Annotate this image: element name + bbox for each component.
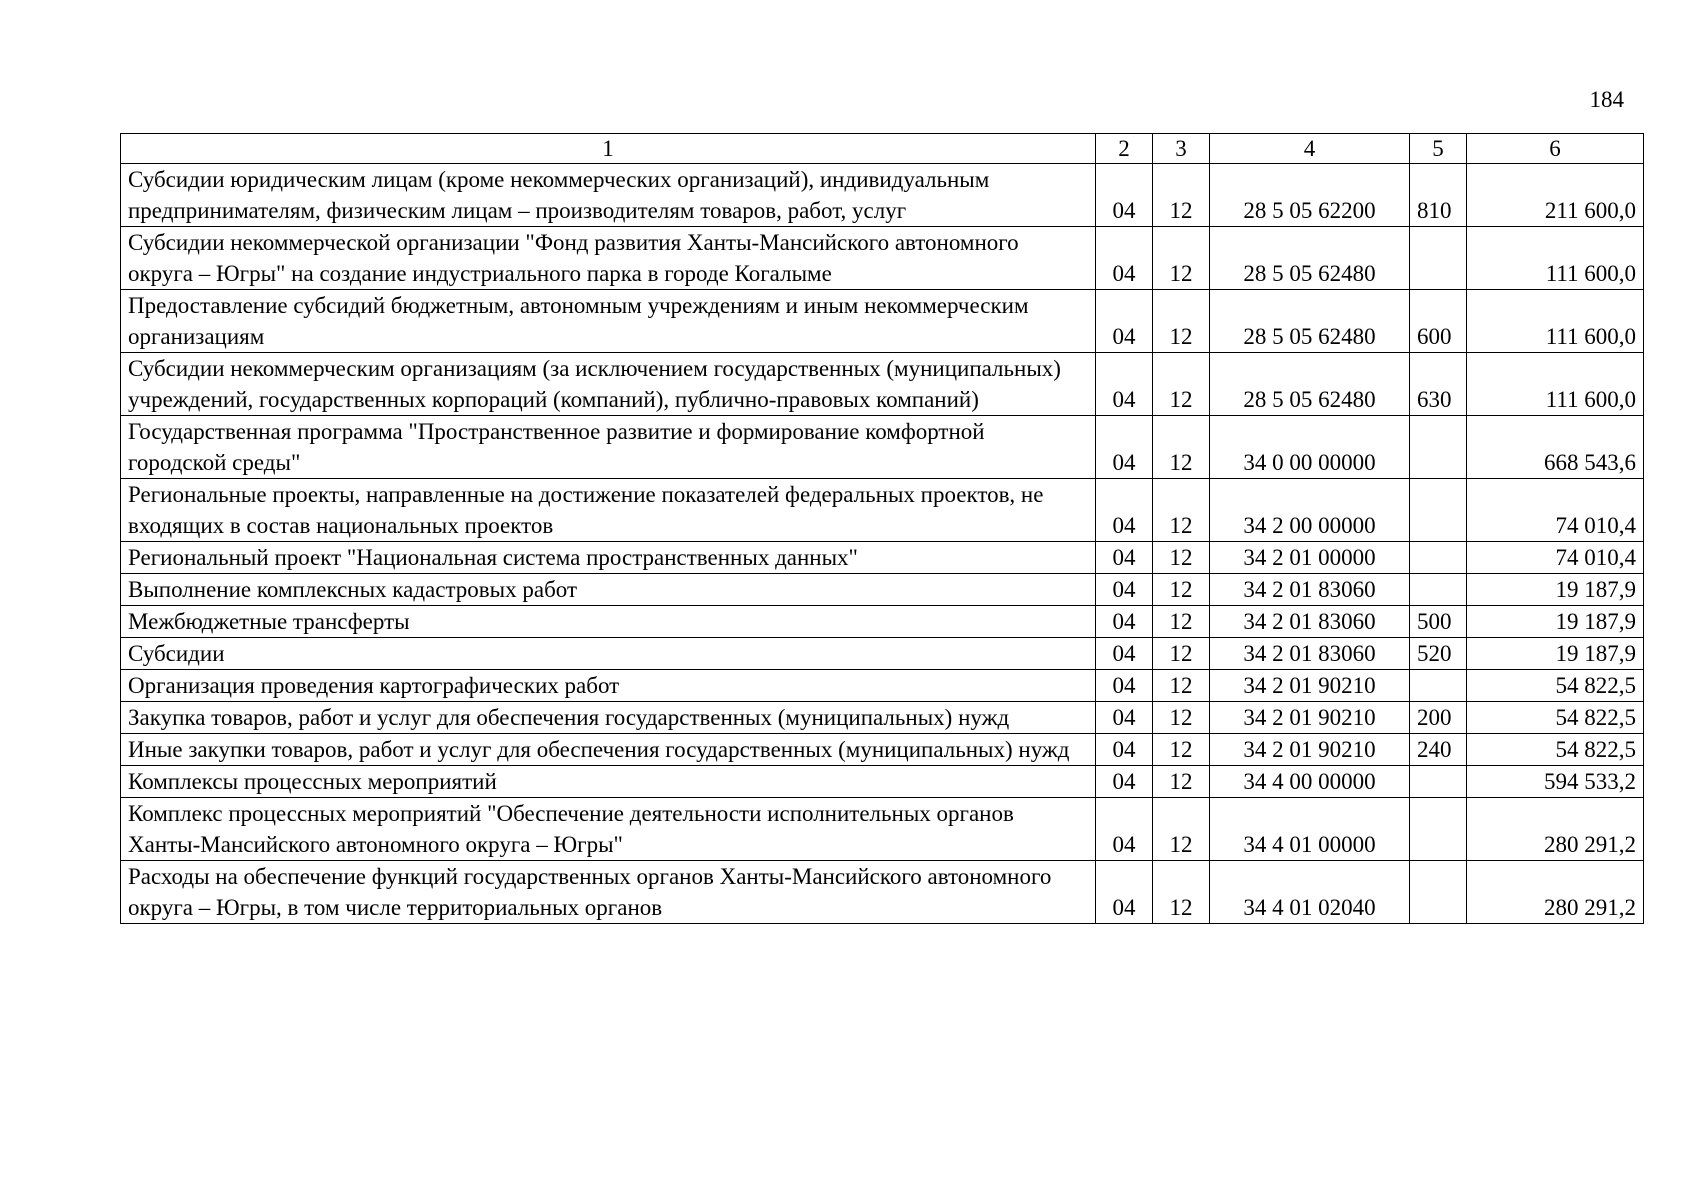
table-row bbox=[121, 702, 1644, 734]
table-row bbox=[121, 227, 1644, 290]
row-subsection-cell: 12 bbox=[1153, 606, 1210, 638]
row-name-cell: Предоставление субсидий бюджетным, автономным учреждениям и иным некоммерческим организациям bbox=[121, 290, 1096, 353]
row-code-cell: 34 2 01 90210 bbox=[1210, 702, 1410, 734]
row-amount-cell: 74 010,4 bbox=[1467, 479, 1644, 542]
row-type-cell: 200 bbox=[1410, 702, 1467, 734]
row-section-cell: 04 bbox=[1096, 353, 1153, 416]
table-row bbox=[121, 574, 1644, 606]
row-amount-cell: 111 600,0 bbox=[1467, 353, 1644, 416]
header-cell-4: 4 bbox=[1210, 134, 1410, 164]
row-section-cell: 04 bbox=[1096, 542, 1153, 574]
row-name-cell: Региональный проект "Национальная система пространственных данных" bbox=[121, 542, 1096, 574]
row-type-cell bbox=[1410, 766, 1467, 798]
row-amount-cell: 280 291,2 bbox=[1467, 861, 1644, 924]
row-amount-cell: 19 187,9 bbox=[1467, 606, 1644, 638]
row-type-cell bbox=[1410, 670, 1467, 702]
row-subsection-cell: 12 bbox=[1153, 164, 1210, 227]
row-subsection-cell: 12 bbox=[1153, 734, 1210, 766]
row-subsection-cell: 12 bbox=[1153, 798, 1210, 861]
row-amount-cell: 594 533,2 bbox=[1467, 766, 1644, 798]
table-row bbox=[121, 798, 1644, 861]
row-section-cell: 04 bbox=[1096, 574, 1153, 606]
table-row bbox=[121, 290, 1644, 353]
row-code-cell: 34 2 01 83060 bbox=[1210, 574, 1410, 606]
row-section-cell: 04 bbox=[1096, 164, 1153, 227]
row-type-cell bbox=[1410, 861, 1467, 924]
row-amount-cell: 668 543,6 bbox=[1467, 416, 1644, 479]
page-number: 184 bbox=[1589, 87, 1624, 112]
header-row bbox=[121, 134, 1644, 164]
row-section-cell: 04 bbox=[1096, 479, 1153, 542]
row-subsection-cell: 12 bbox=[1153, 290, 1210, 353]
table-row bbox=[121, 416, 1644, 479]
row-section-cell: 04 bbox=[1096, 638, 1153, 670]
row-name-cell: Закупка товаров, работ и услуг для обеспечения государственных (муниципальных) нужд bbox=[121, 702, 1096, 734]
row-subsection-cell: 12 bbox=[1153, 861, 1210, 924]
header-cell-3: 3 bbox=[1153, 134, 1210, 164]
table-body bbox=[121, 164, 1644, 924]
table-row bbox=[121, 861, 1644, 924]
row-code-cell: 34 2 01 90210 bbox=[1210, 670, 1410, 702]
row-type-cell bbox=[1410, 798, 1467, 861]
row-name-cell: Государственная программа "Пространственное развитие и формирование комфортной городской среды" bbox=[121, 416, 1096, 479]
row-code-cell: 34 0 00 00000 bbox=[1210, 416, 1410, 479]
row-name-cell: Комплекс процессных мероприятий "Обеспечение деятельности исполнительных органов Ханты-Мансийского автономного округа – Югры" bbox=[121, 798, 1096, 861]
header-cell-6: 6 bbox=[1467, 134, 1644, 164]
row-code-cell: 28 5 05 62480 bbox=[1210, 227, 1410, 290]
row-type-cell: 600 bbox=[1410, 290, 1467, 353]
row-type-cell bbox=[1410, 416, 1467, 479]
row-code-cell: 34 2 00 00000 bbox=[1210, 479, 1410, 542]
row-subsection-cell: 12 bbox=[1153, 227, 1210, 290]
row-code-cell: 34 2 01 83060 bbox=[1210, 638, 1410, 670]
header-cell-2: 2 bbox=[1096, 134, 1153, 164]
row-name-cell: Организация проведения картографических работ bbox=[121, 670, 1096, 702]
row-amount-cell: 111 600,0 bbox=[1467, 227, 1644, 290]
row-type-cell: 810 bbox=[1410, 164, 1467, 227]
row-code-cell: 34 2 01 83060 bbox=[1210, 606, 1410, 638]
row-amount-cell: 19 187,9 bbox=[1467, 638, 1644, 670]
row-subsection-cell: 12 bbox=[1153, 670, 1210, 702]
row-amount-cell: 280 291,2 bbox=[1467, 798, 1644, 861]
row-type-cell bbox=[1410, 227, 1467, 290]
row-name-cell: Комплексы процессных мероприятий bbox=[121, 766, 1096, 798]
row-code-cell: 34 4 00 00000 bbox=[1210, 766, 1410, 798]
row-section-cell: 04 bbox=[1096, 734, 1153, 766]
row-name-cell: Субсидии некоммерческой организации "Фонд развития Ханты-Мансийского автономного округа – Югры" на создание индустриального парка в городе Когалыме bbox=[121, 227, 1096, 290]
row-subsection-cell: 12 bbox=[1153, 766, 1210, 798]
row-code-cell: 34 4 01 02040 bbox=[1210, 861, 1410, 924]
table-row bbox=[121, 542, 1644, 574]
row-name-cell: Иные закупки товаров, работ и услуг для обеспечения государственных (муниципальных) нужд bbox=[121, 734, 1096, 766]
row-name-cell: Выполнение комплексных кадастровых работ bbox=[121, 574, 1096, 606]
row-type-cell bbox=[1410, 479, 1467, 542]
row-type-cell: 520 bbox=[1410, 638, 1467, 670]
row-amount-cell: 111 600,0 bbox=[1467, 290, 1644, 353]
row-subsection-cell: 12 bbox=[1153, 416, 1210, 479]
row-code-cell: 34 2 01 00000 bbox=[1210, 542, 1410, 574]
row-section-cell: 04 bbox=[1096, 798, 1153, 861]
row-subsection-cell: 12 bbox=[1153, 353, 1210, 416]
row-subsection-cell: 12 bbox=[1153, 542, 1210, 574]
row-subsection-cell: 12 bbox=[1153, 479, 1210, 542]
header-cell-5: 5 bbox=[1410, 134, 1467, 164]
row-section-cell: 04 bbox=[1096, 290, 1153, 353]
row-subsection-cell: 12 bbox=[1153, 574, 1210, 606]
row-type-cell bbox=[1410, 574, 1467, 606]
row-subsection-cell: 12 bbox=[1153, 702, 1210, 734]
row-section-cell: 04 bbox=[1096, 416, 1153, 479]
row-type-cell: 240 bbox=[1410, 734, 1467, 766]
table-row bbox=[121, 353, 1644, 416]
row-amount-cell: 211 600,0 bbox=[1467, 164, 1644, 227]
table-row bbox=[121, 164, 1644, 227]
row-name-cell: Расходы на обеспечение функций государственных органов Ханты-Мансийского автономного округа – Югры, в том числе территориальных органов bbox=[121, 861, 1096, 924]
row-code-cell: 28 5 05 62200 bbox=[1210, 164, 1410, 227]
table-row bbox=[121, 479, 1644, 542]
budget-table bbox=[120, 133, 1644, 924]
row-amount-cell: 54 822,5 bbox=[1467, 734, 1644, 766]
header-cell-1: 1 bbox=[121, 134, 1096, 164]
table-row bbox=[121, 734, 1644, 766]
row-code-cell: 34 4 01 00000 bbox=[1210, 798, 1410, 861]
row-amount-cell: 74 010,4 bbox=[1467, 542, 1644, 574]
row-name-cell: Региональные проекты, направленные на достижение показателей федеральных проектов, не входящих в состав национальных проектов bbox=[121, 479, 1096, 542]
row-type-cell: 630 bbox=[1410, 353, 1467, 416]
row-type-cell: 500 bbox=[1410, 606, 1467, 638]
row-name-cell: Межбюджетные трансферты bbox=[121, 606, 1096, 638]
table-row bbox=[121, 766, 1644, 798]
row-section-cell: 04 bbox=[1096, 670, 1153, 702]
row-code-cell: 34 2 01 90210 bbox=[1210, 734, 1410, 766]
row-code-cell: 28 5 05 62480 bbox=[1210, 353, 1410, 416]
table-row bbox=[121, 606, 1644, 638]
row-section-cell: 04 bbox=[1096, 606, 1153, 638]
row-subsection-cell: 12 bbox=[1153, 638, 1210, 670]
row-type-cell bbox=[1410, 542, 1467, 574]
row-amount-cell: 19 187,9 bbox=[1467, 574, 1644, 606]
row-section-cell: 04 bbox=[1096, 227, 1153, 290]
row-code-cell: 28 5 05 62480 bbox=[1210, 290, 1410, 353]
row-section-cell: 04 bbox=[1096, 861, 1153, 924]
row-name-cell: Субсидии юридическим лицам (кроме некоммерческих организаций), индивидуальным предпринимателям, физическим лицам – производителям товаров, работ, услуг bbox=[121, 164, 1096, 227]
row-amount-cell: 54 822,5 bbox=[1467, 702, 1644, 734]
table-row bbox=[121, 638, 1644, 670]
row-name-cell: Субсидии некоммерческим организациям (за исключением государственных (муниципальных) учреждений, государственных корпораций (компаний), публично-правовых компаний) bbox=[121, 353, 1096, 416]
row-section-cell: 04 bbox=[1096, 766, 1153, 798]
table-row bbox=[121, 670, 1644, 702]
row-section-cell: 04 bbox=[1096, 702, 1153, 734]
row-amount-cell: 54 822,5 bbox=[1467, 670, 1644, 702]
row-name-cell: Субсидии bbox=[121, 638, 1096, 670]
